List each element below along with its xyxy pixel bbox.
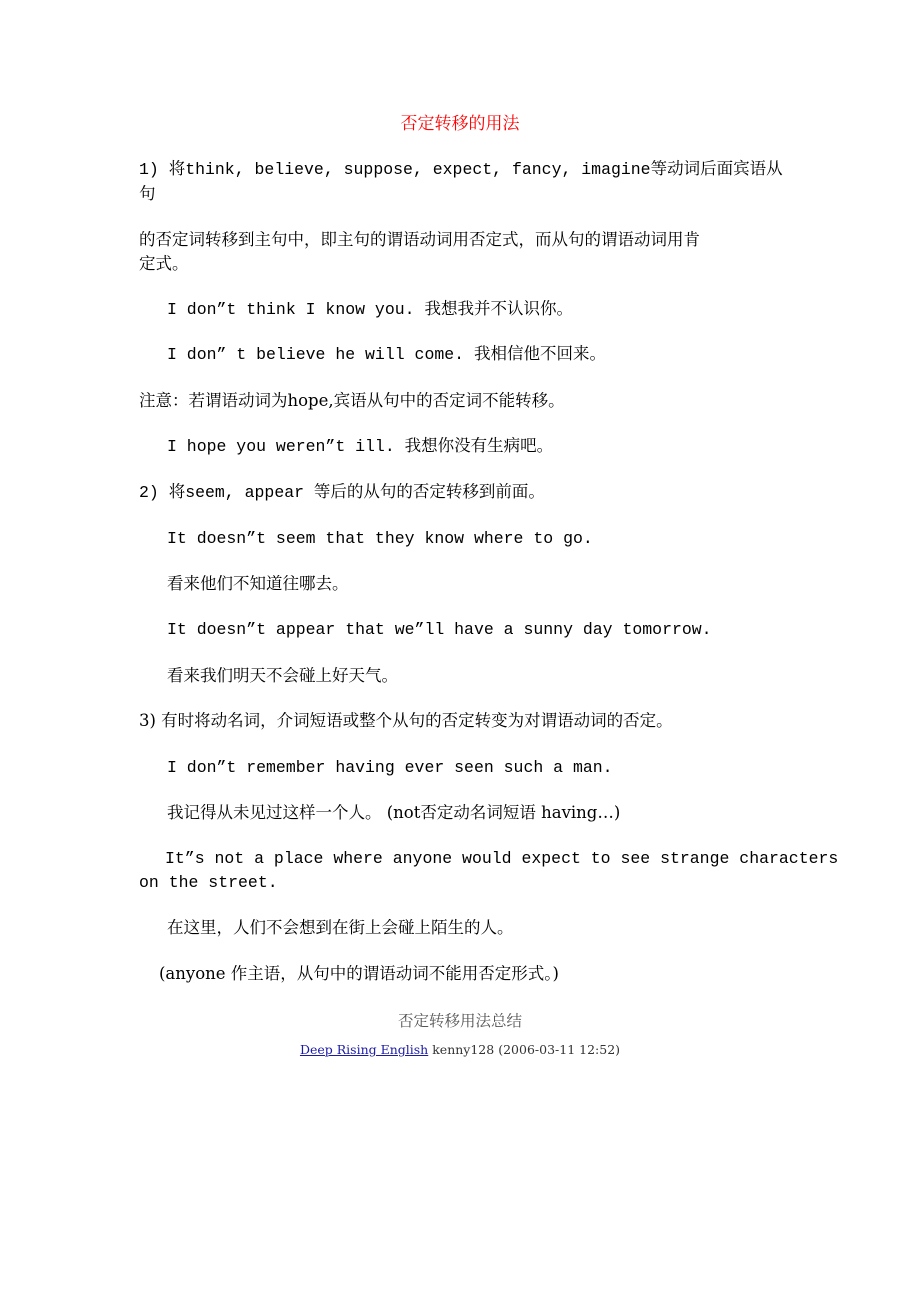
example-sentence: I don”t remember having ever seen such a man. (167, 758, 613, 777)
example-sentence: I don”t think I know you. 我想我并不认识你。 (167, 300, 573, 319)
translation-line: 在这里，人们不会想到在街上会碰上陌生的人。 (167, 918, 514, 937)
example-sentence: It doesn”t appear that we”ll have a sunny day tomorrow. (167, 620, 712, 639)
post-timestamp: (2006-03-11 12:52) (498, 1042, 621, 1057)
document-title: 否定转移的用法 (400, 114, 520, 134)
example-sentence: It doesn”t seem that they know where to go. (167, 529, 593, 548)
text-line: 的否定词转移到主句中，即主句的谓语动词用否定式，而从句的谓语动词用肯 (139, 230, 700, 249)
example-sentence: I don” t believe he will come. 我相信他不回来。 (167, 345, 606, 364)
text-line: 定式。 (139, 254, 189, 273)
text-line: 句 (139, 184, 156, 203)
post-meta (0, 1041, 920, 1059)
note-line: 注意：若谓语动词为hope,宾语从句中的否定词不能转移。 (139, 391, 565, 410)
footer-title: 否定转移用法总结 (397, 1012, 522, 1030)
translation-line: 看来我们明天不会碰上好天气。 (167, 666, 398, 685)
translation-line: 我记得从未见过这样一个人。 (not否定动名词短语 having…) (167, 803, 621, 822)
example-sentence: on the street. (139, 873, 278, 892)
author-name: kenny128 (432, 1042, 495, 1057)
example-sentence: It”s not a place where anyone would expect to see strange characters (165, 849, 839, 868)
translation-line: 看来他们不知道往哪去。 (167, 574, 349, 593)
blog-link[interactable]: Deep Rising English (299, 1042, 429, 1057)
text-line: 3) 有时将动名词，介词短语或整个从句的否定转变为对谓语动词的否定。 (139, 711, 673, 730)
text-line: 1) 将think, believe, suppose, expect, fancy, imagine等动词后面宾语从 (139, 160, 783, 179)
example-sentence: I hope you weren”t ill. 我想你没有生病吧。 (167, 437, 554, 456)
text-line: 2) 将seem, appear 等后的从句的否定转移到前面。 (139, 483, 545, 502)
note-line: (anyone 作主语，从句中的谓语动词不能用否定形式。) (159, 964, 559, 983)
